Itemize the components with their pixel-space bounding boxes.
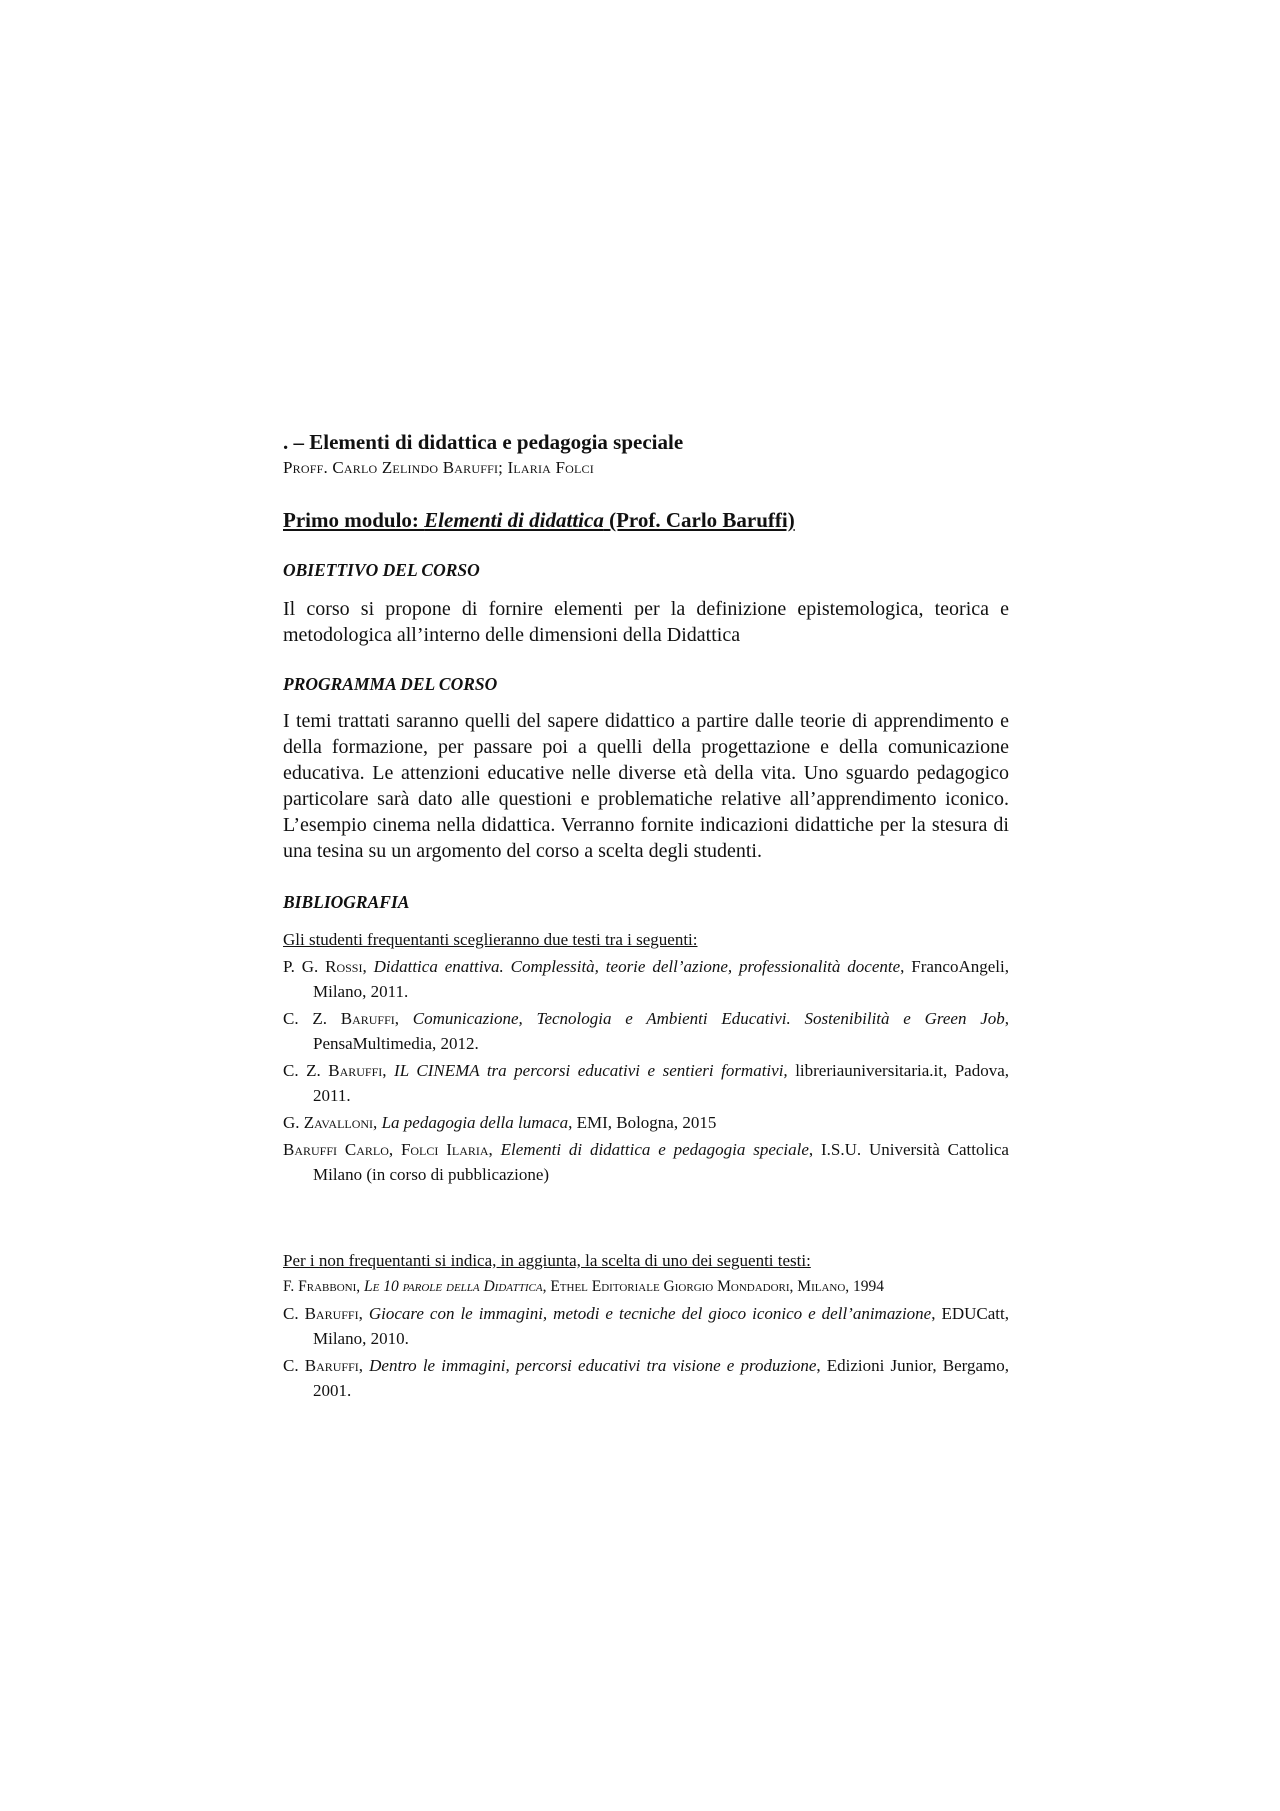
entry-publisher: , EDUCatt, Milano, 2010. xyxy=(313,1304,1009,1348)
entry-work: Comunicazione, Tecnologia e Ambienti Educativi. Sostenibilità e Green Job xyxy=(412,1009,1005,1028)
entry-author: F. Frabboni, xyxy=(283,1278,365,1295)
module-suffix: (Prof. Carlo Baruffi) xyxy=(603,508,795,532)
entry-author: C. Z. Baruffi, xyxy=(283,1061,395,1080)
program-text: I temi trattati saranno quelli del sapere didattico a partire dalle teorie di apprendimento e della formazione, per passare poi a quelli della progettazione e della comunicazione educativa. Le attenzioni educative nelle diverse età della vita. Uno sguardo pedagogico particolare sarà dato alle questioni e problematiche relative all’apprendimento iconico. L’esempio cinema nella didattica. Verranno fornite indicazioni didattiche per la stesura di una tesina su un argomento del corso a scelta degli studenti. xyxy=(283,710,1009,862)
biblio-entry xyxy=(283,1058,1009,1108)
entry-author: C. Baruffi, xyxy=(283,1304,369,1323)
entry-publisher: , Ethel Editoriale Giorgio Mondadori, Milano, 1994 xyxy=(542,1278,885,1295)
module-title xyxy=(283,506,1009,534)
biblio-entry xyxy=(283,1301,1009,1351)
biblio-entry xyxy=(283,1110,1009,1135)
nonfrequent-list xyxy=(283,1275,1009,1403)
entry-work: La pedagogia della lumaca xyxy=(381,1113,569,1132)
module-title-italic: Elementi di didattica xyxy=(424,508,604,532)
bibliography-heading: BIBLIOGRAFIA xyxy=(283,892,410,912)
entry-work: Elementi di didattica e pedagogia speciale xyxy=(500,1140,809,1159)
entry-work: Le 10 parole della Didattica xyxy=(364,1278,543,1295)
biblio-entry xyxy=(283,1006,1009,1056)
entry-work: Didattica enattiva. Complessità, teorie dell’azione, professionalità docente xyxy=(373,957,901,976)
objective-text: Il corso si propone di fornire elementi per la definizione epistemologica, teorica e metodologica all’interno delle dimensioni della Didattica xyxy=(283,598,1009,646)
biblio-entry xyxy=(283,1137,1009,1187)
biblio-entry xyxy=(283,1353,1009,1403)
nonfrequent-intro: Per i non frequentanti si indica, in aggiunta, la scelta di uno dei seguenti testi: xyxy=(283,1251,811,1270)
entry-publisher: , Edizioni Junior, Bergamo, 2001. xyxy=(313,1356,1009,1400)
entry-author: P. G. Rossi, xyxy=(283,957,374,976)
objective-heading: OBIETTIVO DEL CORSO xyxy=(283,560,480,580)
entry-publisher: , EMI, Bologna, 2015 xyxy=(568,1113,717,1132)
entry-publisher: , I.S.U. Università Cattolica Milano (in corso di pubblicazione) xyxy=(313,1140,1009,1184)
entry-publisher: , PensaMultimedia, 2012. xyxy=(313,1009,1010,1053)
biblio-entry xyxy=(283,1275,1009,1299)
entry-work: IL CINEMA tra percorsi educativi e sentieri formativi, xyxy=(394,1061,788,1080)
entry-work: Dentro le immagini, percorsi educativi tra visione e produzione xyxy=(369,1356,817,1375)
entry-publisher: , FrancoAngeli, Milano, 2011. xyxy=(313,957,1010,1001)
spacer xyxy=(283,1187,1009,1235)
frequent-intro: Gli studenti frequentanti sceglieranno due testi tra i seguenti: xyxy=(283,930,698,949)
biblio-entry xyxy=(283,954,1009,1004)
frequent-list xyxy=(283,954,1009,1187)
entry-work: Giocare con le immagini, metodi e tecniche del gioco iconico e dell’animazione xyxy=(368,1304,932,1323)
professors-line: Proff. Carlo Zelindo Baruffi; Ilaria Folci xyxy=(283,458,594,477)
course-title: . – Elementi di didattica e pedagogia speciale xyxy=(283,430,684,454)
entry-author: G. Zavalloni, xyxy=(283,1113,382,1132)
entry-author: C. Baruffi, xyxy=(283,1356,370,1375)
entry-publisher: libreriauniversitaria.it, Padova, 2011. xyxy=(313,1061,1010,1105)
entry-author: Baruffi Carlo, Folci Ilaria, xyxy=(283,1140,501,1159)
document-page xyxy=(283,428,1009,1403)
module-prefix: Primo modulo: xyxy=(283,508,425,532)
program-heading: PROGRAMMA DEL CORSO xyxy=(283,674,498,694)
entry-author: C. Z. Baruffi, xyxy=(283,1009,413,1028)
